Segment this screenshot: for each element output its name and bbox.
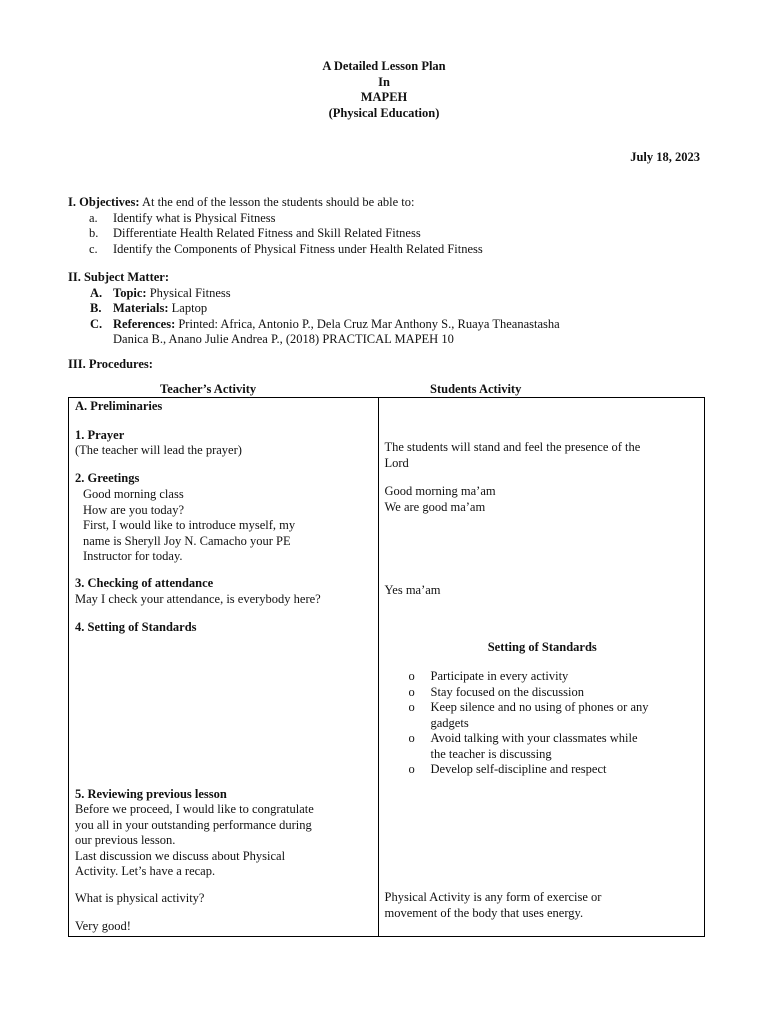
prayer-response bbox=[385, 440, 701, 471]
title-line-2: In bbox=[378, 74, 390, 89]
subject-label: Materials: bbox=[113, 301, 169, 315]
subject-matter-section bbox=[68, 270, 708, 348]
response-line: Lord bbox=[384, 455, 409, 470]
standard-item bbox=[385, 685, 701, 701]
review-line: Activity. Let’s have a recap. bbox=[75, 864, 216, 878]
bullet-icon: o bbox=[408, 684, 415, 699]
objective-marker: a. bbox=[89, 210, 98, 225]
procedures-heading: III. Procedures: bbox=[68, 357, 153, 371]
review-heading: 5. Reviewing previous lesson bbox=[75, 787, 227, 801]
students-column-header: Students Activity bbox=[430, 382, 522, 396]
subject-text: Laptop bbox=[168, 301, 208, 315]
objectives-heading-line bbox=[68, 195, 708, 211]
greeting-line: name is Sheryll Joy N. Camacho your PE bbox=[83, 533, 291, 548]
subject-marker: B. bbox=[90, 301, 102, 315]
standard-text: Participate in every activity bbox=[430, 669, 569, 683]
greeting-response bbox=[385, 484, 701, 515]
standard-text: Avoid talking with your classmates while bbox=[430, 731, 638, 745]
preliminaries-heading: A. Preliminaries bbox=[75, 399, 163, 413]
review-line: Before we proceed, I would like to congratulate bbox=[75, 802, 314, 816]
greeting-line: How are you today? bbox=[83, 502, 185, 517]
standards-list bbox=[385, 669, 701, 778]
objective-text: Identify the Components of Physical Fitness under Health Related Fitness bbox=[113, 241, 483, 256]
subject-matter-heading: II. Subject Matter: bbox=[68, 270, 170, 284]
attendance-response: Yes ma’am bbox=[384, 583, 441, 597]
teacher-column-header: Teacher’s Activity bbox=[160, 382, 257, 396]
lesson-date: July 18, 2023 bbox=[630, 150, 700, 164]
review-line: Last discussion we discuss about Physical bbox=[75, 848, 286, 863]
question-text: What is physical activity? bbox=[75, 891, 205, 905]
attendance-heading: 3. Checking of attendance bbox=[75, 576, 214, 590]
objectives-section bbox=[68, 195, 708, 257]
greetings-text bbox=[75, 487, 374, 565]
title-line-3: MAPEH bbox=[360, 90, 408, 104]
response-line: We are good ma’am bbox=[384, 499, 486, 514]
subject-item-references bbox=[68, 317, 708, 333]
review-line: our previous lesson. bbox=[75, 833, 176, 847]
subject-label: References: bbox=[113, 316, 176, 331]
standard-item bbox=[385, 700, 701, 731]
objectives-heading: I. Objectives: bbox=[68, 195, 140, 209]
answer-response bbox=[385, 890, 701, 921]
prayer-text: (The teacher will lead the prayer) bbox=[75, 443, 242, 457]
objective-item bbox=[68, 226, 708, 242]
standard-text: Develop self-discipline and respect bbox=[430, 762, 607, 776]
document-title bbox=[0, 59, 768, 121]
subject-label: Topic: bbox=[113, 285, 147, 300]
objective-item bbox=[68, 211, 708, 227]
bullet-icon: o bbox=[408, 700, 415, 714]
objectives-list bbox=[68, 211, 708, 258]
standard-item bbox=[385, 762, 701, 778]
standard-text: gadgets bbox=[430, 715, 469, 730]
standards-title: Setting of Standards bbox=[487, 640, 597, 654]
title-line-1: A Detailed Lesson Plan bbox=[322, 59, 446, 73]
bullet-icon: o bbox=[408, 762, 415, 776]
standard-item bbox=[385, 731, 701, 762]
subject-item-materials bbox=[68, 301, 708, 317]
response-line: Physical Activity is any form of exercise or bbox=[384, 890, 602, 904]
bullet-icon: o bbox=[408, 731, 415, 745]
standard-text: Keep silence and no using of phones or any bbox=[430, 700, 649, 714]
response-line: The students will stand and feel the presence of the bbox=[384, 440, 641, 454]
students-cell bbox=[378, 398, 705, 937]
teacher-cell bbox=[69, 398, 379, 937]
subject-marker: C. bbox=[90, 316, 103, 331]
objective-marker: c. bbox=[89, 241, 98, 256]
subject-marker: A. bbox=[90, 285, 103, 300]
subject-text: Printed: Africa, Antonio P., Dela Cruz Mar Anthony S., Ruaya Theanastasha bbox=[175, 316, 560, 331]
standards-heading: 4. Setting of Standards bbox=[75, 620, 197, 634]
review-line: you all in your outstanding performance during bbox=[75, 817, 312, 832]
standard-text: the teacher is discussing bbox=[430, 746, 552, 761]
reference-continued: Danica B., Anano Julie Andrea P., (2018) PRACTICAL MAPEH 10 bbox=[113, 332, 454, 346]
table-row bbox=[69, 398, 705, 937]
praise-text: Very good! bbox=[75, 919, 131, 933]
review-text bbox=[75, 802, 374, 880]
response-line: Good morning ma’am bbox=[384, 484, 496, 498]
response-line: movement of the body that uses energy. bbox=[384, 905, 584, 920]
objective-item bbox=[68, 242, 708, 258]
title-line-4: (Physical Education) bbox=[328, 105, 440, 120]
attendance-text: May I check your attendance, is everybody here? bbox=[75, 592, 321, 606]
standard-item bbox=[385, 669, 701, 685]
standard-text: Stay focused on the discussion bbox=[430, 684, 584, 699]
greeting-line: First, I would like to introduce myself, my bbox=[83, 518, 296, 532]
subject-item-topic bbox=[68, 286, 708, 302]
greeting-line: Good morning class bbox=[83, 487, 184, 501]
bullet-icon: o bbox=[408, 669, 415, 683]
objective-text: Identify what is Physical Fitness bbox=[113, 210, 276, 225]
objective-text: Differentiate Health Related Fitness and Skill Related Fitness bbox=[113, 226, 421, 240]
procedures-table bbox=[68, 397, 705, 937]
subject-text: Physical Fitness bbox=[146, 285, 231, 300]
objectives-intro: At the end of the lesson the students should be able to: bbox=[139, 195, 415, 209]
objective-marker: b. bbox=[89, 226, 99, 240]
greetings-heading: 2. Greetings bbox=[75, 471, 140, 485]
prayer-heading: 1. Prayer bbox=[75, 428, 125, 442]
greeting-line: Instructor for today. bbox=[83, 549, 183, 563]
subject-matter-list bbox=[68, 286, 708, 333]
